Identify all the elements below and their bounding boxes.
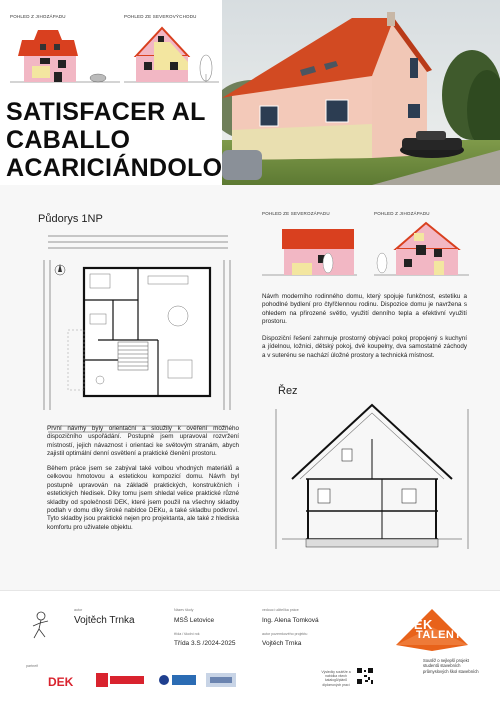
- class-value: Třída 3.S /2024-2025: [174, 640, 236, 647]
- content-area: [0, 185, 500, 590]
- section-drawing: [272, 399, 472, 559]
- footer: [0, 590, 500, 708]
- contest-description: Soutěž o nejlepší projekt studentů stavebních průmyslových škol stavebních: [423, 658, 479, 674]
- elevation-drawing-southwest: [10, 22, 120, 92]
- person-icon: [30, 611, 52, 639]
- house-rendering-image: [222, 0, 500, 185]
- title-line-2: CABALLO: [6, 126, 131, 154]
- teacher-label: vedoucí učitel/ka práce: [262, 608, 299, 612]
- process-paragraph-2: Během práce jsem se zabýval také volbou vhodných materiálů a celkovou hmotovou a estetickou kompozicí domu. Návrh byl postupně upravován na základě praktických, konstrukčních i estetických hledisek. Díky tomu jsem shledal velice praktické různé skladby od společnosti DEK, které jsem použil na všechny skladby podlah v domu díky široké nabídce DEKu, a také skladbu podkroví. Tyto skladby jsou praktické nejen pro projektanta, ale také z hlediska komfortu pro uživatele objektu.: [47, 465, 239, 531]
- section-title: Řez: [278, 385, 298, 397]
- elevation-small-left-label: POHLED ZE SEVEROZÁPADU: [262, 211, 330, 216]
- floor-plan-drawing: [38, 230, 233, 440]
- description-paragraph-1: Návrh moderního rodinného domu, který spojuje funkčnost, estetiku a pohodlné bydlení pro čtyřčlennou rodinu. Dispozice domu je navržena s ohledem na přirozené světlo, využití denního tepla a efektivní využití prostoru.: [262, 293, 467, 326]
- title-line-3: ACARICIÁNDOLO: [6, 154, 223, 182]
- partner-logo-2: [96, 673, 146, 687]
- qr-code[interactable]: [356, 667, 374, 685]
- header-banner: [0, 0, 500, 185]
- partner-dek-logo: [48, 673, 73, 687]
- title-line-1: SATISFACER AL: [6, 98, 206, 126]
- teacher-value: Ing. Alena Tomková: [262, 617, 319, 624]
- process-paragraph-1: První návrhy byly orientační a sloužily k ověření možného dispozičního uspořádání. Postupně jsem upravoval rozvržení místností, jejich návaznost i orientaci ke světovým stranám, abych zajistil optimální denní osvětlení a praktické členění prostoru.: [47, 425, 239, 458]
- elevation-drawing-northeast: [124, 22, 219, 92]
- school-label: Název školy: [174, 608, 194, 612]
- partners-label: partneři: [26, 664, 39, 668]
- elevation-right-label: POHLED ZE SEVEROVÝCHODU: [124, 14, 197, 19]
- consultant-label: autor pozemkového projektu: [262, 632, 308, 636]
- elevation-left-label: POHLED Z JIHOZÁPADU: [10, 14, 66, 19]
- floor-plan-title: Půdorys 1NP: [38, 213, 103, 225]
- consultant-value: Vojtěch Trnka: [262, 640, 302, 647]
- description-paragraph-2: Dispoziční řešení zahrnuje prostorný obývací pokoj propojený s kuchyní a jídelnou, ložnici, dětský pokoj, dvě koupelny, dva samostatné záchody a v suterénu se nachází úložné prostory a technická místnost.: [262, 335, 467, 359]
- elevation-small-right-label: POHLED Z JIHOZÁPADU: [374, 211, 430, 216]
- author-name: Vojtěch Trnka: [74, 615, 135, 626]
- partner-logo-3: [158, 673, 198, 687]
- author-label: autor: [74, 608, 83, 612]
- qr-caption: Výsledky soutěže a nabídka všech katalogů/plánů diplomových prací: [321, 670, 351, 687]
- logo-text-top: DEK: [404, 617, 433, 632]
- project-title: [6, 98, 222, 182]
- partner-logo-4: [206, 673, 236, 687]
- dek-talent-logo: [392, 609, 472, 651]
- elevation-drawing-northwest: [262, 219, 357, 279]
- logo-text-bottom: TALENT: [416, 629, 462, 641]
- elevation-drawing-southwest-small: [374, 219, 469, 279]
- school-value: MSŠ Letovice: [174, 617, 215, 624]
- partner-dek-text: DEK: [48, 675, 74, 689]
- class-label: třída / školní rok: [174, 632, 200, 636]
